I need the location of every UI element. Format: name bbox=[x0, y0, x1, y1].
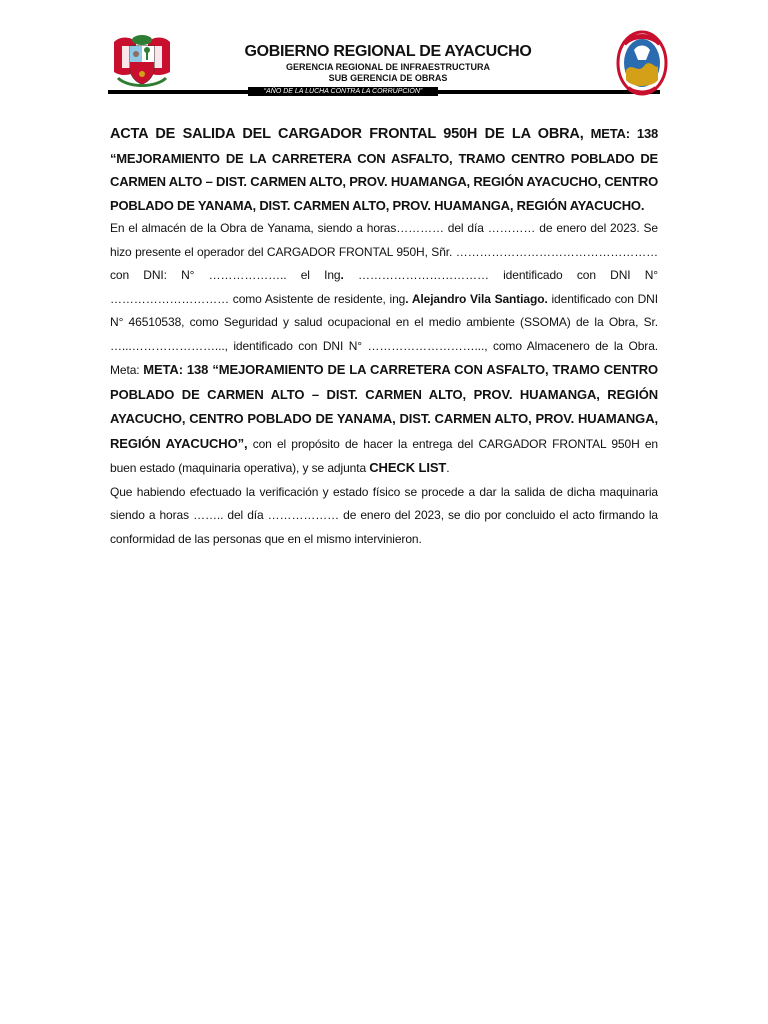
paragraph-acta bbox=[110, 217, 658, 481]
p1-intro: En el almacén de la Obra de Yanama, siendo a horas………… del día ………… de enero del 2023. Se hizo presente el operador del CARGADOR FRONTAL 950H, Sñr. …………………………………………… con DNI: N° ……………….. el Ing bbox=[110, 221, 658, 282]
header-subtitle-infraestructura: GERENCIA REGIONAL DE INFRAESTRUCTURA bbox=[285, 62, 490, 72]
document-heading bbox=[110, 122, 658, 217]
heading-project: META: 138 “MEJORAMIENTO DE LA CARRETERA CON ASFALTO, TRAMO CENTRO POBLADO DE CARMEN ALTO – DIST. CARMEN ALTO, PROV. HUAMANGA, REGIÓN AYACUCHO, CENTRO POBLADO DE YANAMA, DIST. CARMEN ALTO, PROV. HUAMANGA, REGIÓN AYACUCHO. bbox=[110, 126, 659, 213]
p1-end: . bbox=[446, 461, 450, 475]
letterhead bbox=[108, 30, 668, 100]
p1-asistente: …………………………… identificado con DNI N° ………………………… como Asistente de residente, ing bbox=[110, 268, 658, 306]
paragraph-conclusion: Que habiendo efectuado la verificación y estado físico se procede a dar la salida de dicha maquinaria siendo a horas …….. del día ……………… de enero del 2023, se dio por concluido el acto firmando la conformidad de las personas que en el mismo intervinieron. bbox=[110, 484, 658, 546]
regional-seal-icon bbox=[616, 30, 668, 96]
p1-meta: META: 138 “MEJORAMIENTO DE LA CARRETERA CON ASFALTO, TRAMO CENTRO POBLADO DE CARMEN ALTO – DIST. CARMEN ALTO, PROV. HUAMANGA, REGIÓN AYACUCHO, CENTRO POBLADO DE YANAMA, DIST. CARMEN ALTO, PROV. HUAMANGA, REGIÓN AYACUCHO”, bbox=[110, 362, 658, 451]
header-title-block bbox=[178, 42, 598, 84]
document-body bbox=[110, 122, 658, 551]
header-title: GOBIERNO REGIONAL DE AYACUCHO bbox=[244, 43, 532, 60]
heading-title: ACTA DE SALIDA DEL CARGADOR FRONTAL 950H DE LA OBRA, bbox=[110, 126, 584, 142]
p1-ssoma: identificado con DNI N° 46510538, como Seguridad y salud ocupacional en el medio ambiente (SSOMA) de la Obra, Sr. …...…………………..., identificado con DNI N° ………………………..., como Almacenero de la Obra. Meta: bbox=[110, 291, 658, 377]
header-motto: “AÑO DE LA LUCHA CONTRA LA CORRUPCIÓN” bbox=[248, 87, 438, 96]
p1-ing-name: . Alejandro Vila Santiago. bbox=[405, 291, 548, 306]
p1-sep: . bbox=[340, 268, 358, 282]
header-subtitle-obras: SUB GERENCIA DE OBRAS bbox=[328, 73, 448, 83]
peru-coat-of-arms-icon bbox=[110, 32, 174, 90]
p1-check-list: CHECK LIST bbox=[369, 460, 447, 475]
p1-proposito: con el propósito de hacer la entrega del CARGADOR FRONTAL 950H en buen estado (maquinaria operativa), y se adjunta bbox=[110, 436, 658, 475]
